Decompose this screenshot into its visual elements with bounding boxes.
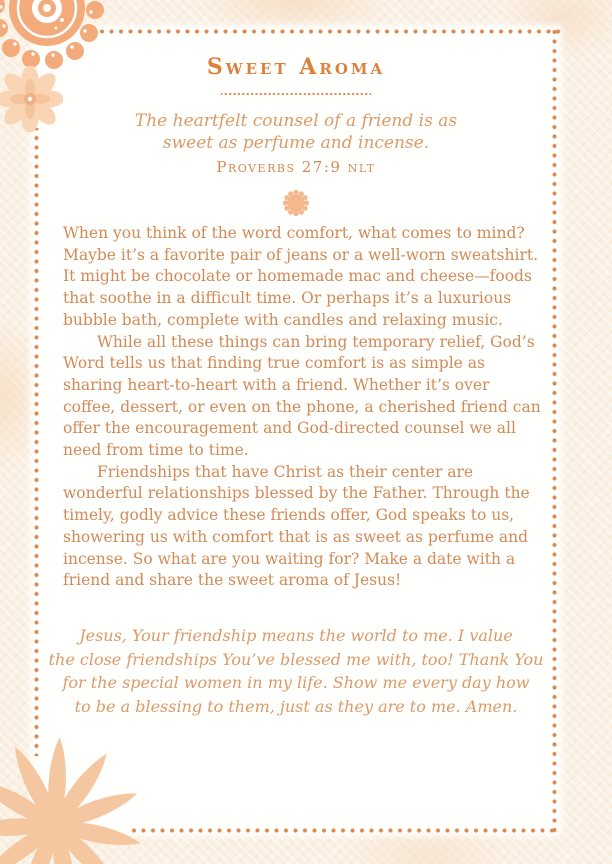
scripture-verse <box>36 110 556 178</box>
prayer-line: for the special women in my life. Show me every day how <box>62 673 530 692</box>
closing-prayer <box>36 624 556 718</box>
prayer-line: the close friendships You’ve blessed me with, too! Thank You <box>48 649 544 669</box>
page-title: Sweet Aroma <box>206 54 386 80</box>
pom-flower-icon <box>281 188 311 218</box>
pom-flower-divider <box>281 188 311 222</box>
prayer-line: to be a blessing to them, just as they are to me. Amen. <box>74 696 518 716</box>
body-paragraph: Friendships that have Christ as their center are wonderful relationships blessed by the Father. Through the timely, godly advice these friends offer, God speaks to us, showering us with comfort that is as sweet as perfume and incense. So what are you waiting for? Make a date with a friend and share the sweet aroma of Jesus! <box>63 462 530 590</box>
dotted-rule <box>221 92 371 96</box>
page-content <box>36 0 556 864</box>
body-paragraph: While all these things can bring temporary relief, God’s Word tells us that finding true comfort is as simple as sharing heart-to-heart with a friend. Whether it’s over coffee, dessert, or even on the phone, a cherished friend can offer the encouragement and God-directed counsel we all need from time to time. <box>63 332 541 460</box>
verse-line: sweet as perfume and incense. <box>162 133 430 153</box>
verse-line: The heartfelt counsel of a friend is as <box>134 111 458 131</box>
verse-reference: Proverbs 27:9 nlt <box>216 158 376 176</box>
devotional-body <box>63 223 541 592</box>
prayer-line: Jesus, Your friendship means the world to me. I value <box>79 626 513 645</box>
body-paragraph: When you think of the word comfort, what comes to mind? Maybe it’s a favorite pair of jeans or a well-worn sweatshirt. It might be chocolate or homemade mac and cheese—foods that soothe in a difficult time. Or perhaps it’s a luxurious bubble bath, complete with candles and relaxing music. <box>63 224 539 329</box>
